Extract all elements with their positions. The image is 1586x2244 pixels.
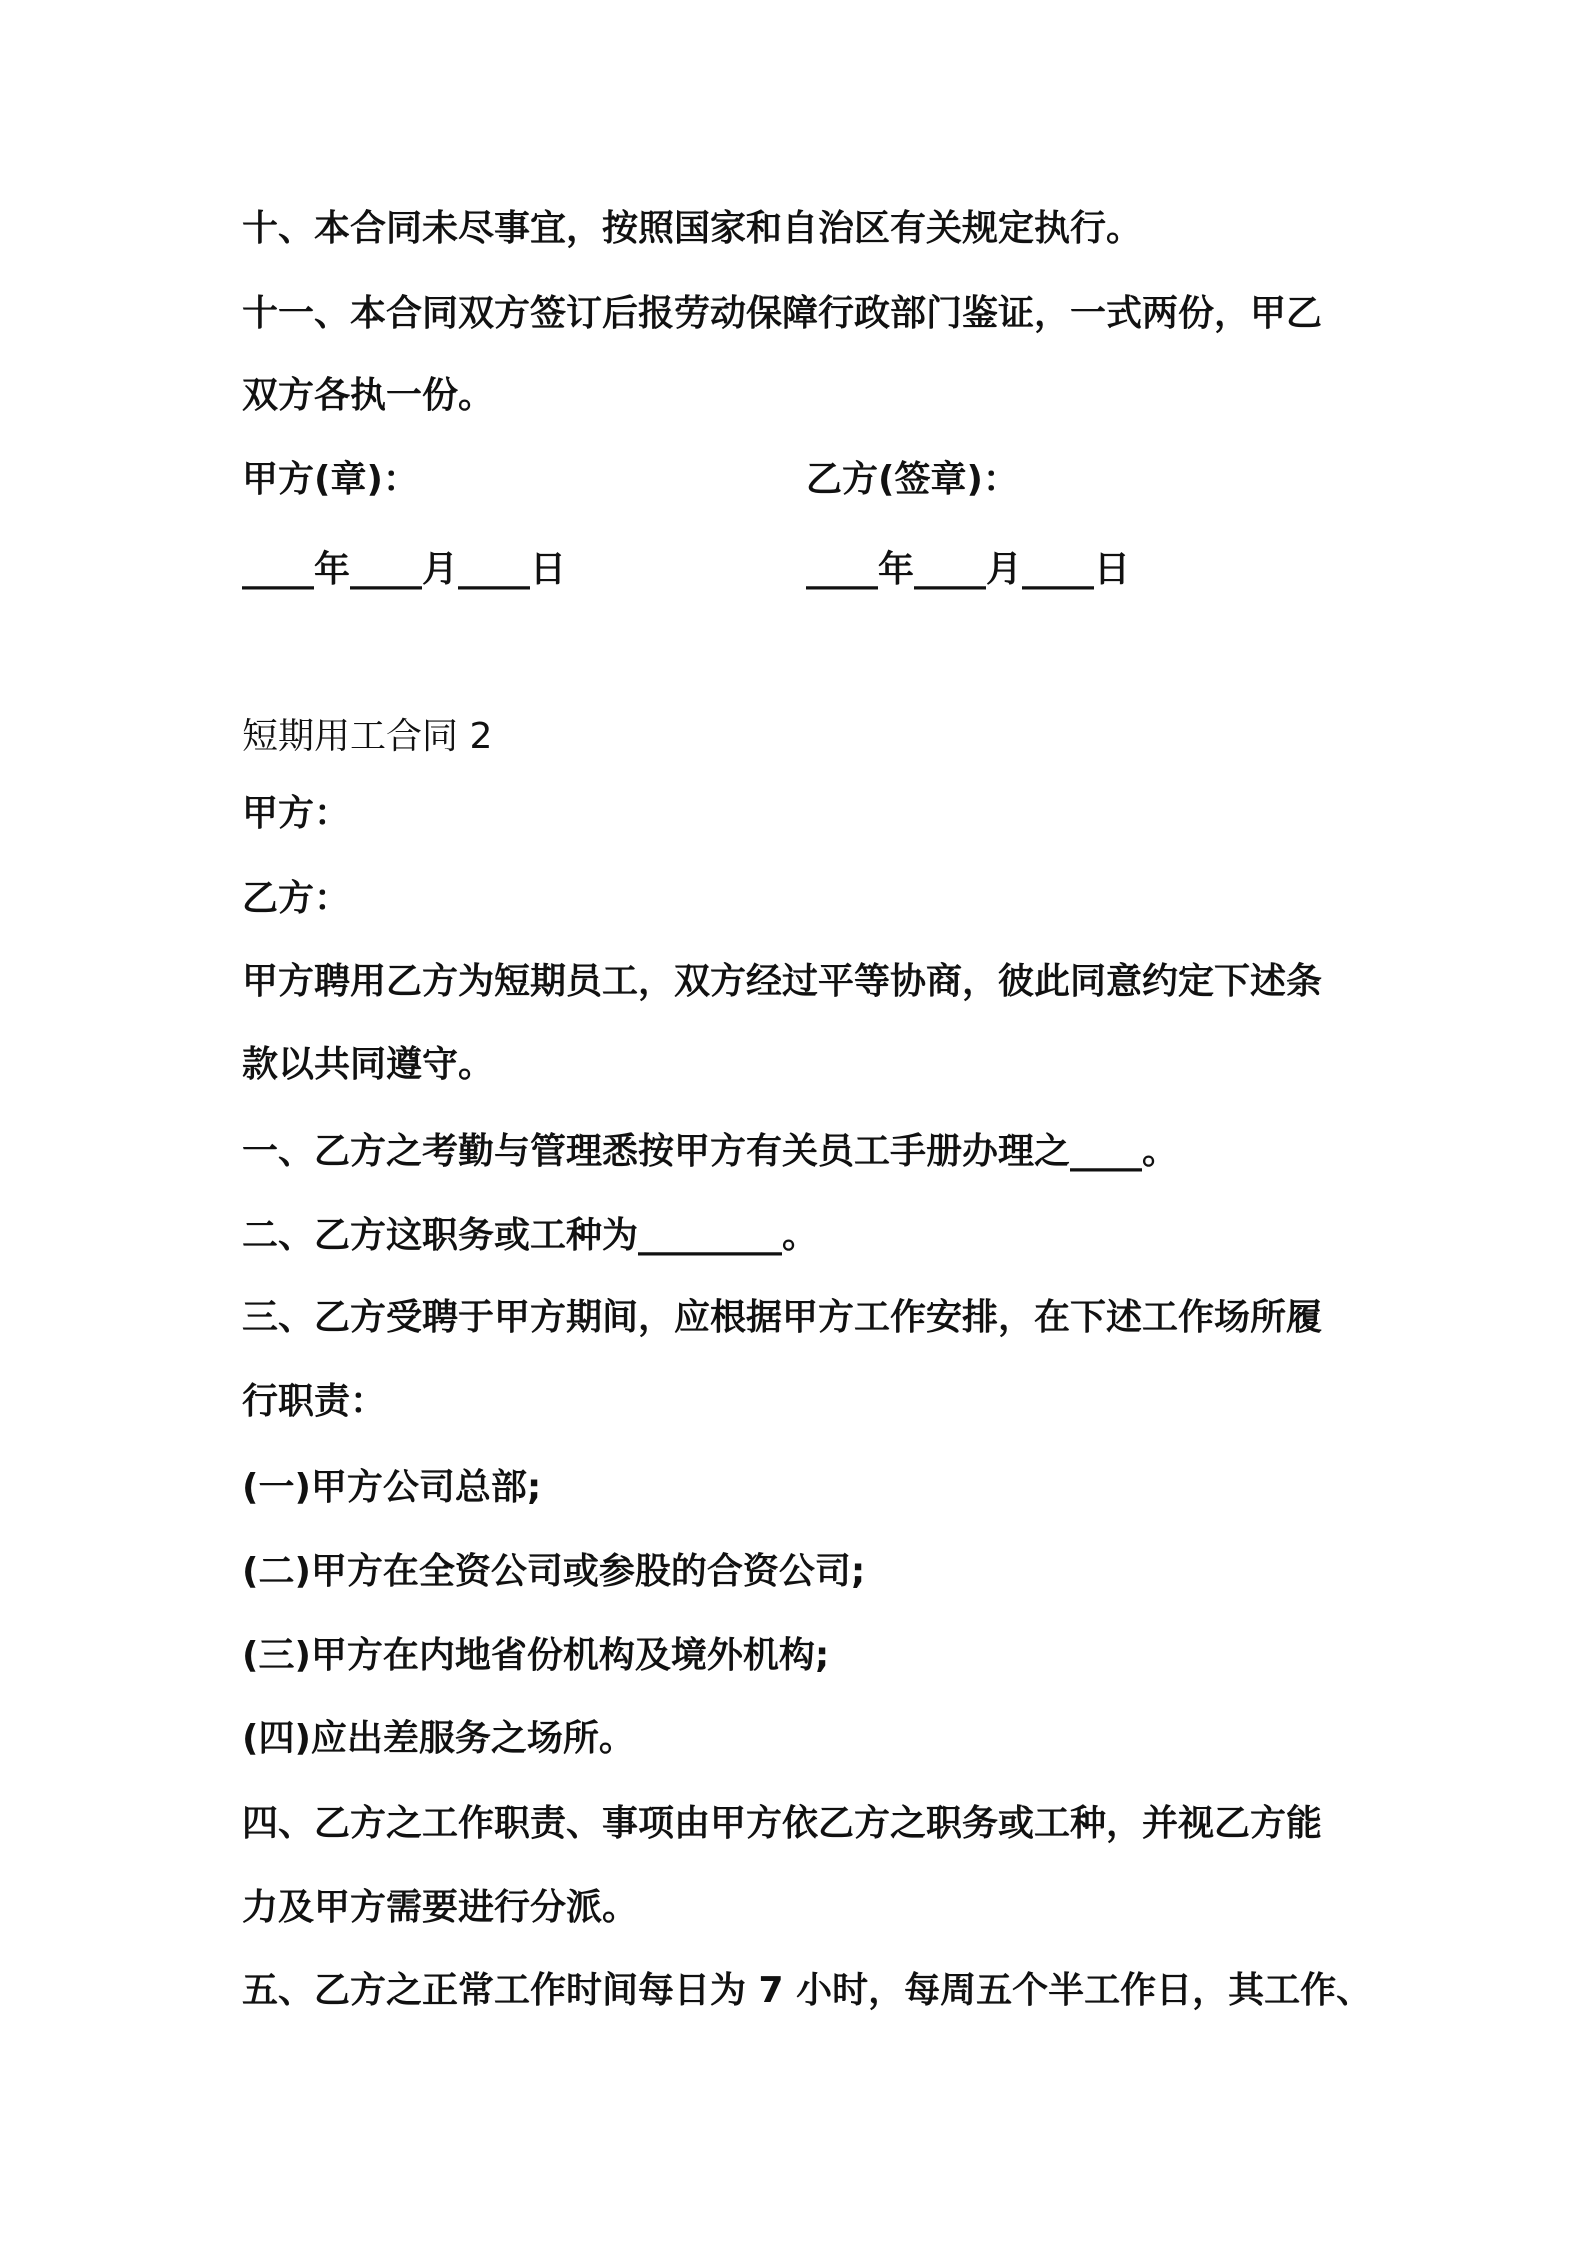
intro-line-2: 款以共同遵守。: [242, 1044, 495, 1085]
party-a-seal-label: 甲方(章)：: [242, 459, 419, 500]
date-line-left: ____年____月____日: [242, 549, 567, 590]
clause-11-line-1: 十一、本合同双方签订后报劳动保障行政部门鉴证，一式两份，甲乙: [242, 293, 1323, 334]
intro-line-1: 甲方聘用乙方为短期员工，双方经过平等协商，彼此同意约定下述条: [242, 961, 1323, 1002]
item-1: 一、乙方之考勤与管理悉按甲方有关员工手册办理之____。: [242, 1131, 1179, 1172]
subitem-1: (一)甲方公司总部;: [242, 1467, 542, 1508]
party-b-seal-label: 乙方(签章)：: [806, 459, 1019, 500]
date-line-right: ____年____月____日: [806, 549, 1131, 590]
item-3-line-2: 行职责：: [242, 1381, 387, 1422]
clause-11-line-2: 双方各执一份。: [242, 375, 495, 416]
item-4-line-1: 四、乙方之工作职责、事项由甲方依乙方之职务或工种，并视乙方能: [242, 1803, 1323, 1844]
item-3-line-1: 三、乙方受聘于甲方期间，应根据甲方工作安排，在下述工作场所履: [242, 1297, 1323, 1338]
item-2: 二、乙方这职务或工种为________。: [242, 1215, 819, 1256]
party-b-label: 乙方：: [242, 878, 351, 919]
item-4-line-2: 力及甲方需要进行分派。: [242, 1887, 639, 1928]
subitem-3: (三)甲方在内地省份机构及境外机构;: [242, 1635, 830, 1676]
clause-10: 十、本合同未尽事宜，按照国家和自治区有关规定执行。: [242, 208, 1143, 249]
party-a-label: 甲方：: [242, 793, 351, 834]
subitem-4: (四)应出差服务之场所。: [242, 1718, 635, 1759]
contract-2-title: 短期用工合同 2: [242, 716, 493, 757]
subitem-2: (二)甲方在全资公司或参股的合资公司;: [242, 1551, 866, 1592]
item-5-line-1: 五、乙方之正常工作时间每日为 7 小时，每周五个半工作日，其工作、: [242, 1970, 1373, 2011]
